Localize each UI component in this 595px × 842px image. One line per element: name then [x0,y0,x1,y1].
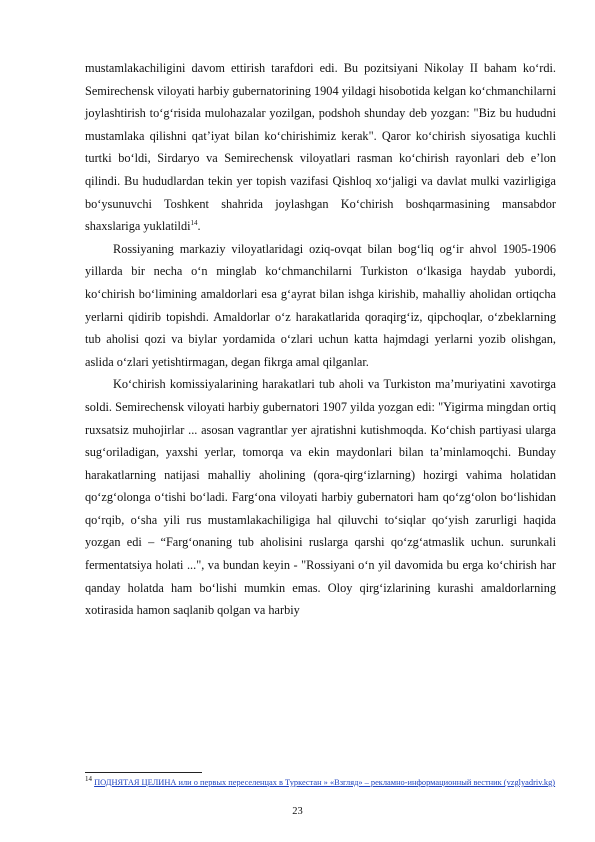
paragraph-3: Ko‘chirish komissiyalarining harakatlari tub aholi va Turkiston ma’muriyatini xavotirga soldi. Semirechensk viloyati harbiy gubernatori 1907 yilda yozgan edi: "Yigirma mingdan ortiq ruxsatsiz muhojirlar ... asosan vagrantlar yer ajratishni kutishmoqda. Ko‘chish partiyasi ularga sug‘oriladigan, yaxshi yerlar, tomorqa va ekin maydonlari bilan ta’minlamoqchi. Bunday harakatlarning natijasi mahalliy aholining (qora-qirg‘izlarning) hozirgi vahima holatidan qo‘zg‘olonga o‘tishi bo‘ladi. Farg‘ona viloyati harbiy gubernatori ham qo‘zg‘olon bo‘lishidan qo‘rqib, o‘sha yili rus mustamlakachiligiga hal qiluvchi to‘siqlar qo‘yish zarurligi haqida yozgan edi – “Farg‘onaning tub aholisini ruslarga qarshi qo‘zg‘atmaslik uchun. surunkali fermentatsiya holati ...", va bundan keyin - "Rossiyani o‘n yil davomida bu erga ko‘chirish har qanday holatda ham bo‘lishi mumkin emas. Oloy qirg‘izlarining kurashi amaldorlarning xotirasida hamon saqlanib qolgan va harbiy [85,377,556,618]
paragraph-1-end: . [197,219,201,234]
paragraph-2: Rossiyaning markaziy viloyatlaridagi oziq-ovqat bilan bog‘liq og‘ir ahvol 1905-1906 yillarda bir necha o‘n minglab ko‘chmanchilarni Turkiston o‘lkasiga haydab yubordi, ko‘chirish bo‘limining amaldorlari esa g‘ayrat bilan ishga kirishib, mahalliy aholidan ortiqcha yerlarni qidirib topishdi. Amaldorlar o‘z harakatlarida qoraqirg‘iz, qipchoqlar, o‘zbeklarning tub aholisi qozi va biylar yordamida o‘zlari uchun katta hajmdagi yerlarni yozib olishgan, aslida o‘zlari yetishtirmagan, degan fikrga amal qilganlar. [85,241,556,369]
paragraph-1 [85,57,556,238]
footnote [85,775,556,790]
footnote-divider [85,772,202,773]
body-text [85,57,556,622]
footnote-ref-14[interactable]: 14 [190,219,198,228]
footnote-link[interactable]: ПОДНЯТАЯ ЦЕЛИНА или о первых переселенцах в Туркестан » «Взгляд» – рекламно-информационный вестник (vzglyadriv.kg) [94,778,556,787]
paragraph-1-text: mustamlakachiligini davom ettirish tarafdori edi. Bu pozitsiyani Nikolay II baham ko‘rdi. Semirechensk viloyati harbiy gubernatorining 1904 yildagi hisobotida kelgan ko‘chmanchilarni joylashtirish to‘g‘risida mulohazalar yozilgan, podshoh shunday deb yozgan: "Biz bu hududni mustamlaka qilishni qat’iyat bilan ko‘chirishimiz kerak". Qaror ko‘chirish siyosatiga kuchli turtki bo‘ldi, Sirdaryo va Semirechensk viloyatlari rasman ko‘chirish rayonlari deb e’lon qilindi. Bu hududlardan tekin yer topish vazifasi Qishloq xo‘jaligi va davlat mulki vazirligiga bo‘ysunuvchi Toshkent shahrida joylashgan Ko‘chirish boshqarmasining mansabdor shaxslariga yuklatildi [85,61,556,234]
footnote-number: 14 [85,775,92,784]
page-number: 23 [292,806,303,817]
